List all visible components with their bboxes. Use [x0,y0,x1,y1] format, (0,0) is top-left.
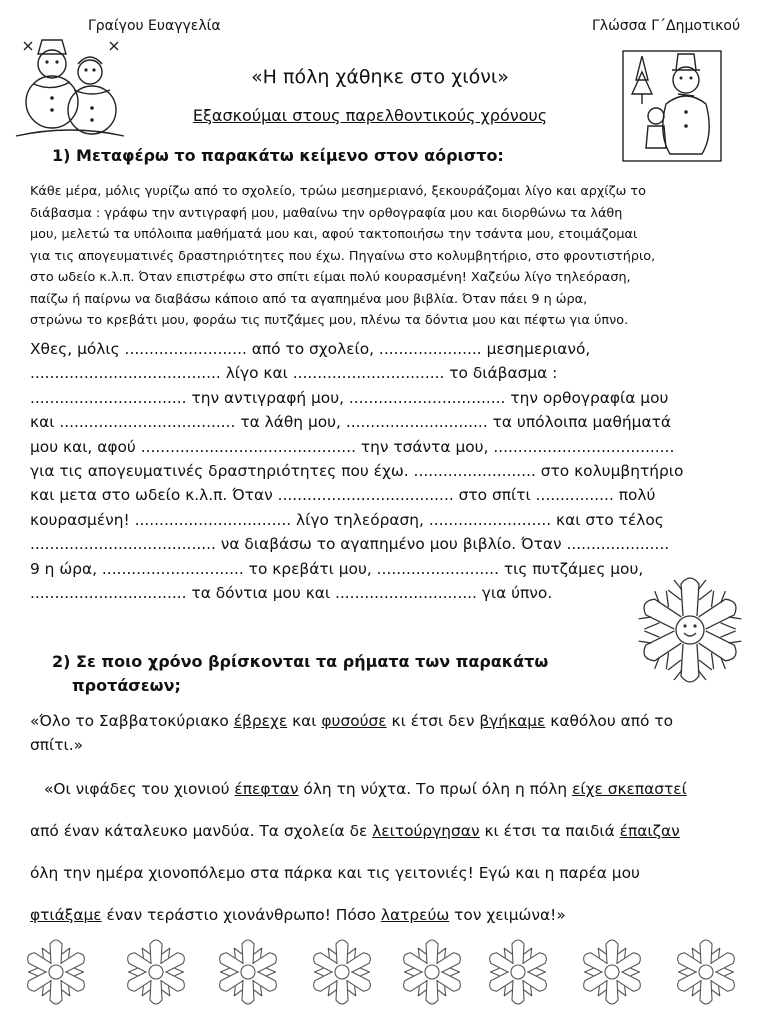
text: όλη τη νύχτα. Το πρωί όλη η πόλη [298,780,573,798]
text-line: Κάθε μέρα, μόλις γυρίζω από το σχολείο, τρώω μεσημεριανό, ξεκουράζομαι λίγο και αρχίζω το [30,184,646,199]
snowmen-illustration [14,32,126,142]
fill-line: ................................ τα δόντια μου και ............................. για ύπνο. [30,584,553,603]
text-line: παίζω ή παίρνω να διαβάσω κάποιο από τα αγαπημένα μου βιβλία. Όταν πάει 9 η ώρα, [30,291,588,307]
sentence-line: σπίτι.» [30,736,84,754]
sentence-line [30,894,742,936]
text: «Όλο το Σαββατοκύριακο [30,712,234,730]
worksheet-title: «Η πόλη χάθηκε στο χιόνι» [251,66,509,88]
fill-line: 9 η ώρα, ............................. το κρεβάτι μου, ......................... τις πυτζάμες μου, [30,559,644,578]
sentence-line [30,709,742,733]
underlined-verb: φτιάξαμε [30,906,102,924]
underlined-verb: λατρεύω [380,906,450,924]
smiling-snowflake-illustration [630,570,750,690]
sentence-line: όλη την ημέρα χιονοπόλεμο στα πάρκα και τις γειτονιές! Εγώ και η παρέα μου [30,864,640,882]
text: και [287,712,322,730]
fill-line: ...................................... να διαβάσω το αγαπημένο μου βιβλίο. Όταν ..................... [30,535,670,554]
exercise2-heading-line: προτάσεων; [72,676,181,695]
snowman-with-child-illustration [622,50,722,162]
text: καθόλου από το [545,712,674,730]
underlined-verb: βγήκαμε [479,712,546,730]
fill-line: Χθες, μόλις ......................... από το σχολείο, ..................... μεσημεριανό, [30,340,591,358]
sentence-line [30,768,742,810]
exercise2-heading [52,650,548,698]
exercise1-fill-in-text [30,337,742,605]
text: έναν τεράστιο χιονάνθρωπο! Πόσο [101,906,381,924]
exercise1-source-text [30,181,730,332]
underlined-verb: είχε σκεπαστεί [572,780,687,798]
fill-line: κουρασμένη! ................................ λίγο τηλεόραση, ......................... και στο τέλος [30,510,664,529]
text-line: για τις απογευματινές δραστηριότητες που έχω. Πηγαίνω στο κολυμβητήριο, στο φροντιστήριο, [30,248,656,264]
text: κι έτσι δεν [386,712,480,730]
exercise2-sentence-1 [30,709,742,757]
text: τον χειμώνα!» [449,906,566,924]
text: «Οι νιφάδες του χιονιού [44,780,235,798]
text-line: μου, μελετώ τα υπόλοιπα μαθήματά μου και, αφού τακτοποιήσω την τσάντα μου, ετοιμάζομαι [30,227,638,242]
fill-line: ....................................... λίγο και ............................... το διάβασμα : [30,364,558,383]
text: κι έτσι τα παιδιά [479,822,620,840]
text-line: στο ωδείο κ.λ.π. Όταν επιστρέφω στο σπίτι είμαι πολύ κουρασμένη! Χαζεύω λίγο τηλεόραση, [30,270,631,285]
exercise1-heading: 1) Μεταφέρω το παρακάτω κείμενο στον αόριστο: [52,146,504,165]
fill-line: μου και, αφού ............................................ την τσάντα μου, ..................................... [30,437,675,456]
underlined-verb: έπαιζαν [619,822,680,840]
text-line: στρώνω το κρεβάτι μου, φοράω τις πυτζάμες μου, πλένω τα δόντια μου και πέφτω για ύπνο. [30,313,629,328]
fill-line: και .................................... τα λάθη μου, ............................. τα υπόλοιπα μαθήματά [30,413,671,432]
fill-line: και μετα στο ωδείο κ.λ.π. Όταν .................................... στο σπίτι ................ πολύ [30,486,656,505]
fill-line: για τις απογευματινές δραστηριότητες που έχω. ......................... στο κολυμβητήριο [30,462,684,481]
exercise2-heading-line: 2) Σε ποιο χρόνο βρίσκονται τα ρήματα των παρακάτω [52,652,549,671]
exercise2-paragraph-2 [30,768,742,936]
text-line: διάβασμα : γράφω την αντιγραφή μου, μαθαίνω την ορθογραφία μου και διορθώνω τα λάθη [30,205,623,221]
sentence-line [30,810,742,852]
underlined-verb: λειτούργησαν [372,822,480,840]
underlined-verb: έβρεχε [233,712,288,730]
text: από έναν κάταλευκο μανδύα. Τα σχολεία δε [30,822,373,840]
underlined-verb: φυσούσε [321,712,387,730]
worksheet-subtitle: Εξασκούμαι στους παρελθοντικούς χρόνους [192,106,548,125]
fill-line: ................................ την αντιγραφή μου, ................................ την ορθογραφία μου [30,388,669,407]
underlined-verb: έπεφταν [234,780,299,798]
subject-label: Γλώσσα Γ΄Δημοτικού [592,18,741,34]
author-name: Γραίγου Ευαγγελία [88,18,221,34]
snowflake-border [12,934,756,1012]
